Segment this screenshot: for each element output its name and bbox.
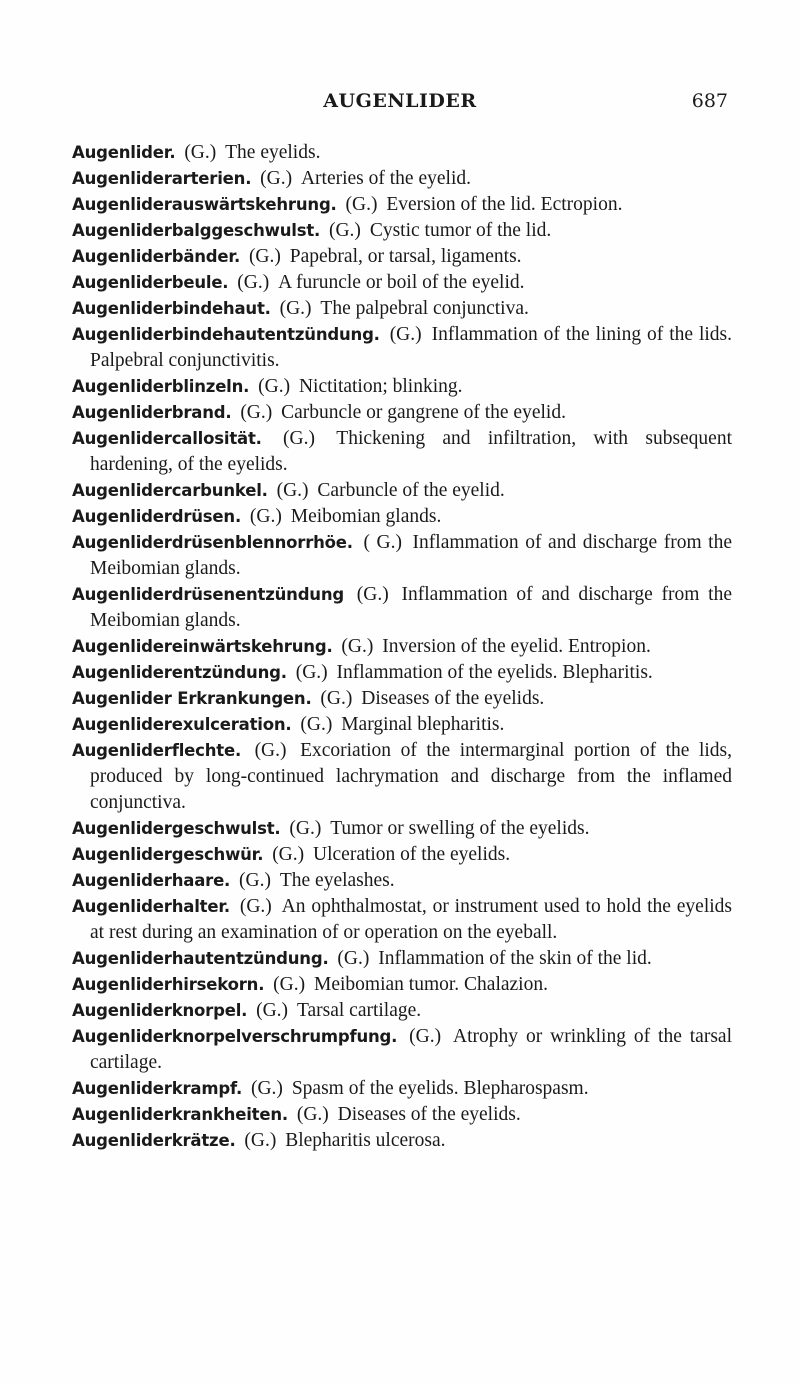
entry-term: Augenliderdrüsenblennorrhöe. — [72, 533, 353, 552]
entry-term: Augenliderhautentzündung. — [72, 949, 329, 968]
entry-term: Augenliderauswärtskehrung. — [72, 195, 337, 214]
entry-language-tag: (G.) — [254, 740, 287, 761]
entry-term: Augenlidercallosität. — [72, 429, 262, 448]
dictionary-entry — [72, 972, 732, 998]
entry-term: Augenlidercarbunkel. — [72, 481, 268, 500]
dictionary-entry — [72, 296, 732, 322]
entry-language-tag: (G.) — [249, 506, 282, 527]
dictionary-entry — [72, 1076, 732, 1102]
entry-language-tag: (G.) — [389, 324, 422, 345]
entry-term: Augenliderhalter. — [72, 897, 230, 916]
dictionary-entry — [72, 426, 732, 478]
dictionary-entry — [72, 478, 732, 504]
entry-language-tag: (G.) — [345, 194, 378, 215]
dictionary-entry — [72, 166, 732, 192]
entry-language-tag: (G.) — [258, 376, 291, 397]
entry-term: Augenliderbeule. — [72, 273, 229, 292]
entry-definition: Diseases of the eyelids. — [337, 1104, 521, 1125]
entry-term: Augenliderbänder. — [72, 247, 241, 266]
entry-term: Augenliderdrüsen. — [72, 507, 242, 526]
entry-term: Augenliderbalggeschwulst. — [72, 221, 321, 240]
dictionary-entry — [72, 738, 732, 816]
entry-definition: Spasm of the eyelids. Blepharospasm. — [291, 1078, 589, 1099]
dictionary-entry — [72, 530, 732, 582]
entry-term: Augenlider. — [72, 143, 176, 162]
entry-definition: Atrophy or wrinkling of the tarsal cartilage. — [90, 1026, 732, 1073]
entry-term: Augenliderflechte. — [72, 741, 242, 760]
entry-term: Augenlidergeschwulst. — [72, 819, 281, 838]
entry-term: Augenlider Erkrankungen. — [72, 689, 312, 708]
entry-definition: Inversion of the eyelid. Entropion. — [382, 636, 651, 657]
entry-language-tag: (G.) — [272, 844, 305, 865]
entry-definition: Blepharitis ulcerosa. — [285, 1130, 446, 1151]
dictionary-entry — [72, 660, 732, 686]
entry-term: Augenliderhaare. — [72, 871, 231, 890]
dictionary-entry — [72, 582, 732, 634]
entry-definition: An ophthalmostat, or instrument used to hold the eyelids at rest during an examination of or operation on the eyeball. — [90, 896, 733, 943]
entry-language-tag: (G.) — [283, 428, 315, 449]
dictionary-entry — [72, 712, 732, 738]
entry-definition: The palpebral conjunctiva. — [320, 298, 529, 319]
dictionary-entry — [72, 1128, 732, 1154]
entry-definition: Tarsal cartilage. — [296, 1000, 422, 1021]
entry-definition: Ulceration of the eyelids. — [313, 844, 511, 865]
entry-term: Augenliderknorpel. — [72, 1001, 248, 1020]
entry-language-tag: (G.) — [239, 896, 272, 917]
entry-language-tag: (G.) — [244, 1130, 277, 1151]
entry-definition: Inflammation of and discharge from the Meibomian glands. — [90, 532, 733, 579]
entry-definition: Meibomian tumor. Chalazion. — [314, 974, 548, 995]
entry-term: Augenliderdrüsenentzündung — [72, 585, 345, 604]
entry-term: Augenliderarterien. — [72, 169, 252, 188]
dictionary-entry — [72, 270, 732, 296]
entry-term: Augenliderbindehautentzündung. — [72, 325, 380, 344]
entry-language-tag: (G.) — [320, 688, 353, 709]
entry-definition: Excoriation of the intermarginal portion of the lids, produced by long-continued lachrymation and discharge from the inflamed conjunctiva. — [90, 740, 733, 813]
entry-language-tag: (G.) — [260, 168, 293, 189]
entry-term: Augenliderkrampf. — [72, 1079, 243, 1098]
entry-language-tag: (G.) — [296, 1104, 329, 1125]
entry-language-tag: ( G.) — [363, 532, 402, 553]
page-number: 687 — [691, 90, 728, 112]
entry-definition: Arteries of the eyelid. — [300, 168, 471, 189]
entry-language-tag: (G.) — [250, 1078, 283, 1099]
dictionary-entry — [72, 400, 732, 426]
entry-definition: Cystic tumor of the lid. — [369, 220, 552, 241]
entry-definition: Inflammation of and discharge from the Meibomian glands. — [90, 584, 733, 631]
entry-definition: Eversion of the lid. Ectropion. — [386, 194, 623, 215]
dictionary-entry — [72, 868, 732, 894]
entry-term: Augenliderblinzeln. — [72, 377, 250, 396]
dictionary-entry — [72, 946, 732, 972]
entry-definition: Carbuncle of the eyelid. — [317, 480, 505, 501]
dictionary-entry — [72, 842, 732, 868]
entry-language-tag: (G.) — [248, 246, 281, 267]
entry-term: Augenliderbrand. — [72, 403, 232, 422]
entry-language-tag: (G.) — [341, 636, 374, 657]
entry-term: Augenliderkrankheiten. — [72, 1105, 288, 1124]
entry-language-tag: (G.) — [184, 142, 217, 163]
entry-definition: Diseases of the eyelids. — [361, 688, 545, 709]
entry-term: Augenliderknorpelverschrumpfung. — [72, 1027, 398, 1046]
entry-language-tag: (G.) — [289, 818, 322, 839]
entry-definition: Inflammation of the skin of the lid. — [378, 948, 652, 969]
entry-language-tag: (G.) — [279, 298, 312, 319]
entry-term: Augenliderkrätze. — [72, 1131, 236, 1150]
dictionary-entry — [72, 374, 732, 400]
entry-definition: Papebral, or tarsal, ligaments. — [289, 246, 522, 267]
entry-language-tag: (G.) — [239, 870, 271, 891]
entry-term: Augenlidergeschwür. — [72, 845, 264, 864]
entry-language-tag: (G.) — [337, 948, 370, 969]
dictionary-entry — [72, 686, 732, 712]
entry-definition: Meibomian glands. — [290, 506, 442, 527]
entry-definition: Carbuncle or gangrene of the eyelid. — [281, 402, 566, 423]
entry-language-tag: (G.) — [273, 974, 306, 995]
entry-definition: Nictitation; blinking. — [298, 376, 463, 397]
dictionary-entry — [72, 192, 732, 218]
dictionary-entry — [72, 894, 732, 946]
entry-term: Augenliderentzündung. — [72, 663, 287, 682]
running-head: AUGENLIDER — [323, 90, 477, 112]
dictionary-entry — [72, 1102, 732, 1128]
dictionary-entry — [72, 244, 732, 270]
dictionary-entry — [72, 504, 732, 530]
entry-definition: The eyelids. — [225, 142, 321, 163]
entry-definition: Tumor or swelling of the eyelids. — [330, 818, 590, 839]
entry-language-tag: (G.) — [409, 1026, 442, 1047]
dictionary-entry — [72, 1024, 732, 1076]
entry-definition: Inflammation of the lining of the lids. Palpebral conjunctivitis. — [90, 324, 733, 371]
entry-language-tag: (G.) — [276, 480, 309, 501]
entry-term: Augenliderhirsekorn. — [72, 975, 265, 994]
entry-language-tag: (G.) — [328, 220, 361, 241]
dictionary-entry — [72, 218, 732, 244]
dictionary-entry — [72, 816, 732, 842]
entry-definition: Thickening and infiltration, with subsequent hardening, of the eyelids. — [90, 428, 733, 475]
dictionary-entry — [72, 140, 732, 166]
entry-term: Augenliderexulceration. — [72, 715, 292, 734]
entry-language-tag: (G.) — [295, 662, 328, 683]
entry-language-tag: (G.) — [300, 714, 333, 735]
entry-language-tag: (G.) — [356, 584, 389, 605]
entry-definition: Inflammation of the eyelids. Blepharitis. — [336, 662, 653, 683]
entry-language-tag: (G.) — [256, 1000, 289, 1021]
page-header — [0, 86, 800, 116]
dictionary-entry — [72, 998, 732, 1024]
dictionary-entry — [72, 634, 732, 660]
entry-list — [72, 140, 732, 1154]
dictionary-entry — [72, 322, 732, 374]
entry-definition: The eyelashes. — [279, 870, 395, 891]
entry-term: Augenlidereinwärtskehrung. — [72, 637, 333, 656]
entry-term: Augenliderbindehaut. — [72, 299, 271, 318]
entry-definition: A furuncle or boil of the eyelid. — [278, 272, 525, 293]
entry-language-tag: (G.) — [240, 402, 273, 423]
entry-language-tag: (G.) — [237, 272, 270, 293]
entry-definition: Marginal blepharitis. — [341, 714, 505, 735]
